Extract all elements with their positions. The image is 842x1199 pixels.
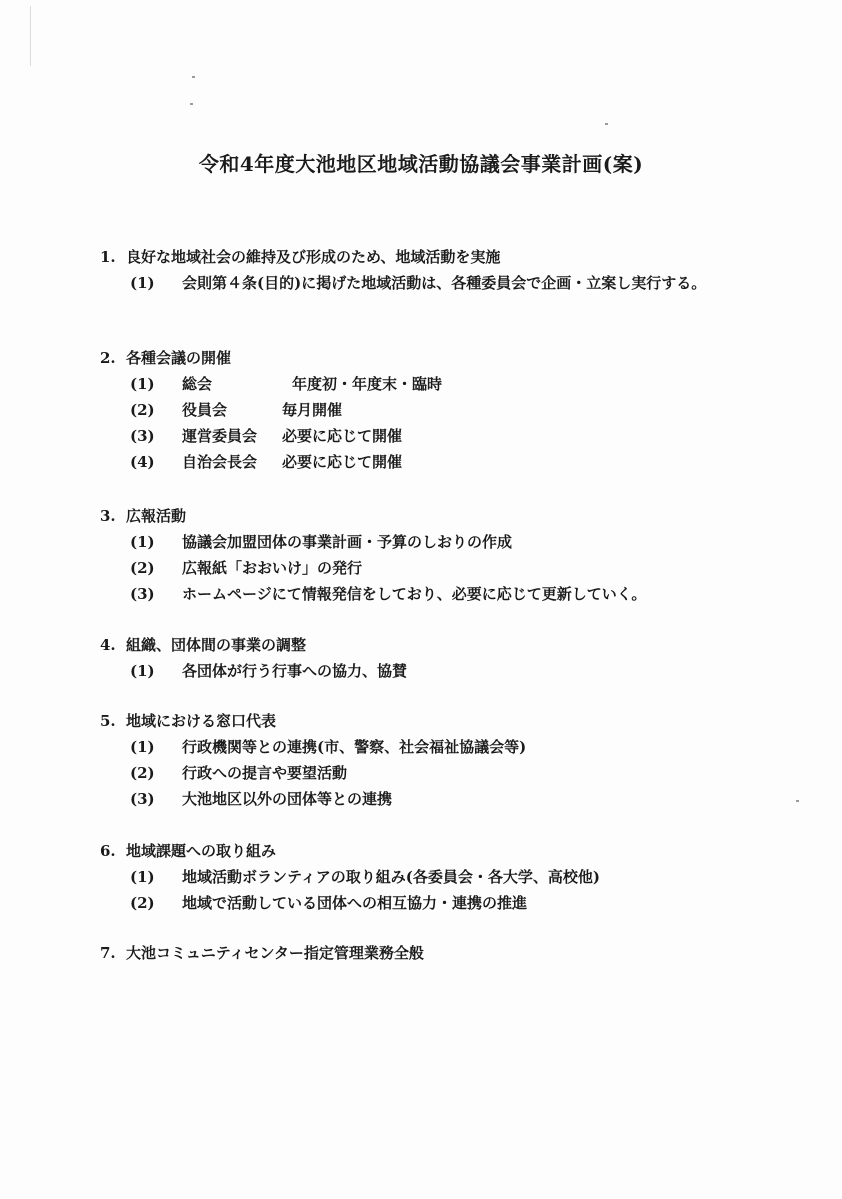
section-7 [100, 940, 740, 966]
item-number: (1) [130, 375, 155, 393]
meeting-schedule: 毎月開催 [282, 401, 343, 419]
list-item [100, 581, 740, 607]
item-text: 地域活動ボランティアの取り組み(各委員会・各大学、高校他) [182, 868, 600, 886]
list-item [100, 734, 740, 760]
section-title: 組織、団体間の事業の調整 [126, 636, 307, 654]
meeting-schedule: 必要に応じて開催 [282, 427, 403, 445]
item-text: 会則第４条(目的)に掲げた地域活動は、各種委員会で企画・立案し実行する。 [182, 274, 707, 292]
list-item [100, 890, 740, 916]
item-number: (1) [130, 662, 155, 680]
section-heading [100, 244, 740, 270]
section-6 [100, 838, 740, 916]
item-number: (3) [130, 790, 155, 808]
meeting-schedule: 年度初・年度末・臨時 [292, 375, 443, 393]
item-number: (3) [130, 427, 155, 445]
item-text: 行政機関等との連携(市、警察、社会福祉協議会等) [182, 738, 527, 756]
document-title: 令和4年度大池地区地域活動協議会事業計画(案) [198, 152, 644, 176]
list-item [100, 786, 740, 812]
item-number: (1) [130, 868, 155, 886]
item-number: (1) [130, 274, 155, 292]
section-number: 3. [100, 507, 116, 525]
section-title: 広報活動 [126, 507, 187, 525]
list-item [100, 270, 740, 296]
list-item [100, 555, 740, 581]
section-heading [100, 940, 740, 966]
section-title: 地域課題への取り組み [126, 842, 277, 860]
section-number: 1. [100, 248, 116, 266]
section-number: 7. [100, 944, 116, 962]
section-title: 各種会議の開催 [126, 349, 232, 367]
section-number: 6. [100, 842, 116, 860]
item-number: (3) [130, 585, 155, 603]
item-text: 協議会加盟団体の事業計画・予算のしおりの作成 [182, 533, 513, 551]
section-4 [100, 632, 740, 684]
meeting-name: 役員会 [182, 401, 228, 419]
list-item [100, 864, 740, 890]
list-item [100, 449, 740, 475]
item-text: ホームページにて情報発信をしており、必要に応じて更新していく。 [182, 585, 647, 603]
list-item [100, 371, 740, 397]
section-heading [100, 632, 740, 658]
item-number: (2) [130, 559, 155, 577]
list-item [100, 658, 740, 684]
section-title: 良好な地域社会の維持及び形成のため、地域活動を実施 [126, 248, 501, 266]
section-heading [100, 503, 740, 529]
section-number: 2. [100, 349, 116, 367]
section-title: 大池コミュニティセンター指定管理業務全般 [126, 944, 424, 962]
item-text: 大池地区以外の団体等との連携 [182, 790, 393, 808]
section-heading [100, 838, 740, 864]
item-text: 地域で活動している団体への相互協力・連携の推進 [182, 894, 528, 912]
section-1 [100, 244, 740, 296]
item-number: (2) [130, 894, 155, 912]
item-number: (4) [130, 453, 155, 471]
section-heading [100, 708, 740, 734]
item-number: (2) [130, 401, 155, 419]
meeting-name: 自治会長会 [182, 453, 258, 471]
meeting-name: 運営委員会 [182, 427, 258, 445]
item-number: (1) [130, 738, 155, 756]
item-text: 各団体が行う行事への協力、協賛 [182, 662, 408, 680]
item-text: 行政への提言や要望活動 [182, 764, 348, 782]
section-2 [100, 345, 740, 475]
section-3 [100, 503, 740, 607]
section-number: 5. [100, 712, 116, 730]
section-heading [100, 345, 740, 371]
meeting-name: 総会 [182, 375, 213, 393]
meeting-schedule: 必要に応じて開催 [282, 453, 403, 471]
section-number: 4. [100, 636, 116, 654]
section-title: 地域における窓口代表 [126, 712, 277, 730]
section-5 [100, 708, 740, 812]
list-item [100, 760, 740, 786]
item-text: 広報紙「おおいけ」の発行 [182, 559, 363, 577]
list-item [100, 529, 740, 555]
list-item [100, 397, 740, 423]
item-number: (2) [130, 764, 155, 782]
list-item [100, 423, 740, 449]
item-number: (1) [130, 533, 155, 551]
